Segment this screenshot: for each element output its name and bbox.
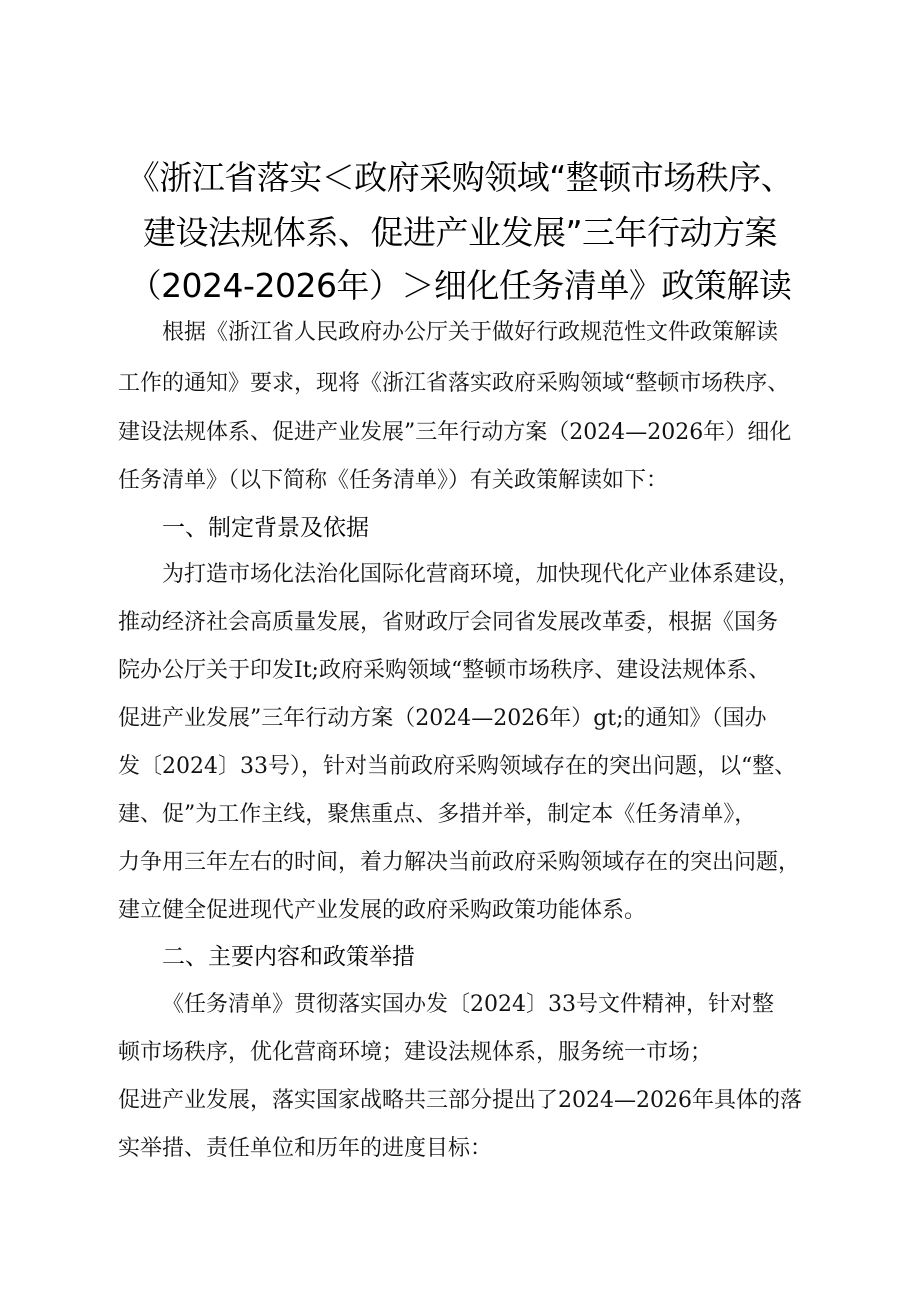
section2-paragraph-line: 《任务清单》贯彻落实国办发〔2024〕33号文件精神，针对整 bbox=[162, 992, 774, 1017]
intro-paragraph-line: 根据《浙江省人民政府办公厅关于做好行政规范性文件政策解读 bbox=[162, 320, 779, 345]
intro-paragraph-line: 工作的通知》要求，现将《浙江省落实政府采购领域“整顿市场秩序、 bbox=[118, 371, 790, 396]
section1-paragraph-line: 建立健全促进现代产业发展的政府采购政策功能体系。 bbox=[118, 898, 647, 923]
section1-paragraph-line: 院办公厅关于印发It;政府采购领域“整顿市场秩序、建设法规体系、 bbox=[118, 658, 771, 683]
section2-paragraph-line: 顿市场秩序，优化营商环境；建设法规体系，服务统一市场； bbox=[118, 1040, 713, 1065]
document-title-line-1: 《浙江省落实＜政府采购领域“整顿市场秩序、 bbox=[126, 158, 794, 197]
intro-paragraph-line: 任务清单》（以下简称《任务清单》）有关政策解读如下： bbox=[118, 468, 669, 493]
section1-paragraph-line: 力争用三年左右的时间，着力解决当前政府采购领域存在的突出问题， bbox=[118, 850, 801, 875]
intro-paragraph-line: 建设法规体系、促进产业发展”三年行动方案（2024—2026年）细化 bbox=[118, 420, 792, 445]
section1-paragraph-line: 发〔2024〕33号），针对当前政府采购领域存在的突出问题，以“整、 bbox=[118, 754, 797, 779]
section1-paragraph-line: 建、促”为工作主线，聚焦重点、多措并举，制定本《任务清单》， bbox=[118, 802, 757, 827]
section2-paragraph-line: 实举措、责任单位和历年的进度目标： bbox=[118, 1136, 493, 1161]
section1-paragraph-line: 为打造市场化法治化国际化营商环境，加快现代化产业体系建设， bbox=[162, 562, 801, 587]
section-heading-background: 一、制定背景及依据 bbox=[162, 515, 369, 541]
section-heading-main-content: 二、主要内容和政策举措 bbox=[162, 944, 415, 970]
document-title-line-3: （2024-2026年）＞细化任务清单》政策解读 bbox=[128, 266, 792, 305]
document-title-line-2: 建设法规体系、促进产业发展”三年行动方案 bbox=[142, 213, 778, 252]
section1-paragraph-line: 促进产业发展”三年行动方案（2024—2026年）gt;的通知》（国办 bbox=[118, 706, 767, 731]
section1-paragraph-line: 推动经济社会高质量发展，省财政厅会同省发展改革委，根据《国务 bbox=[118, 610, 779, 635]
section2-paragraph-line: 促进产业发展，落实国家战略共三部分提出了2024—2026年具体的落 bbox=[118, 1088, 802, 1113]
